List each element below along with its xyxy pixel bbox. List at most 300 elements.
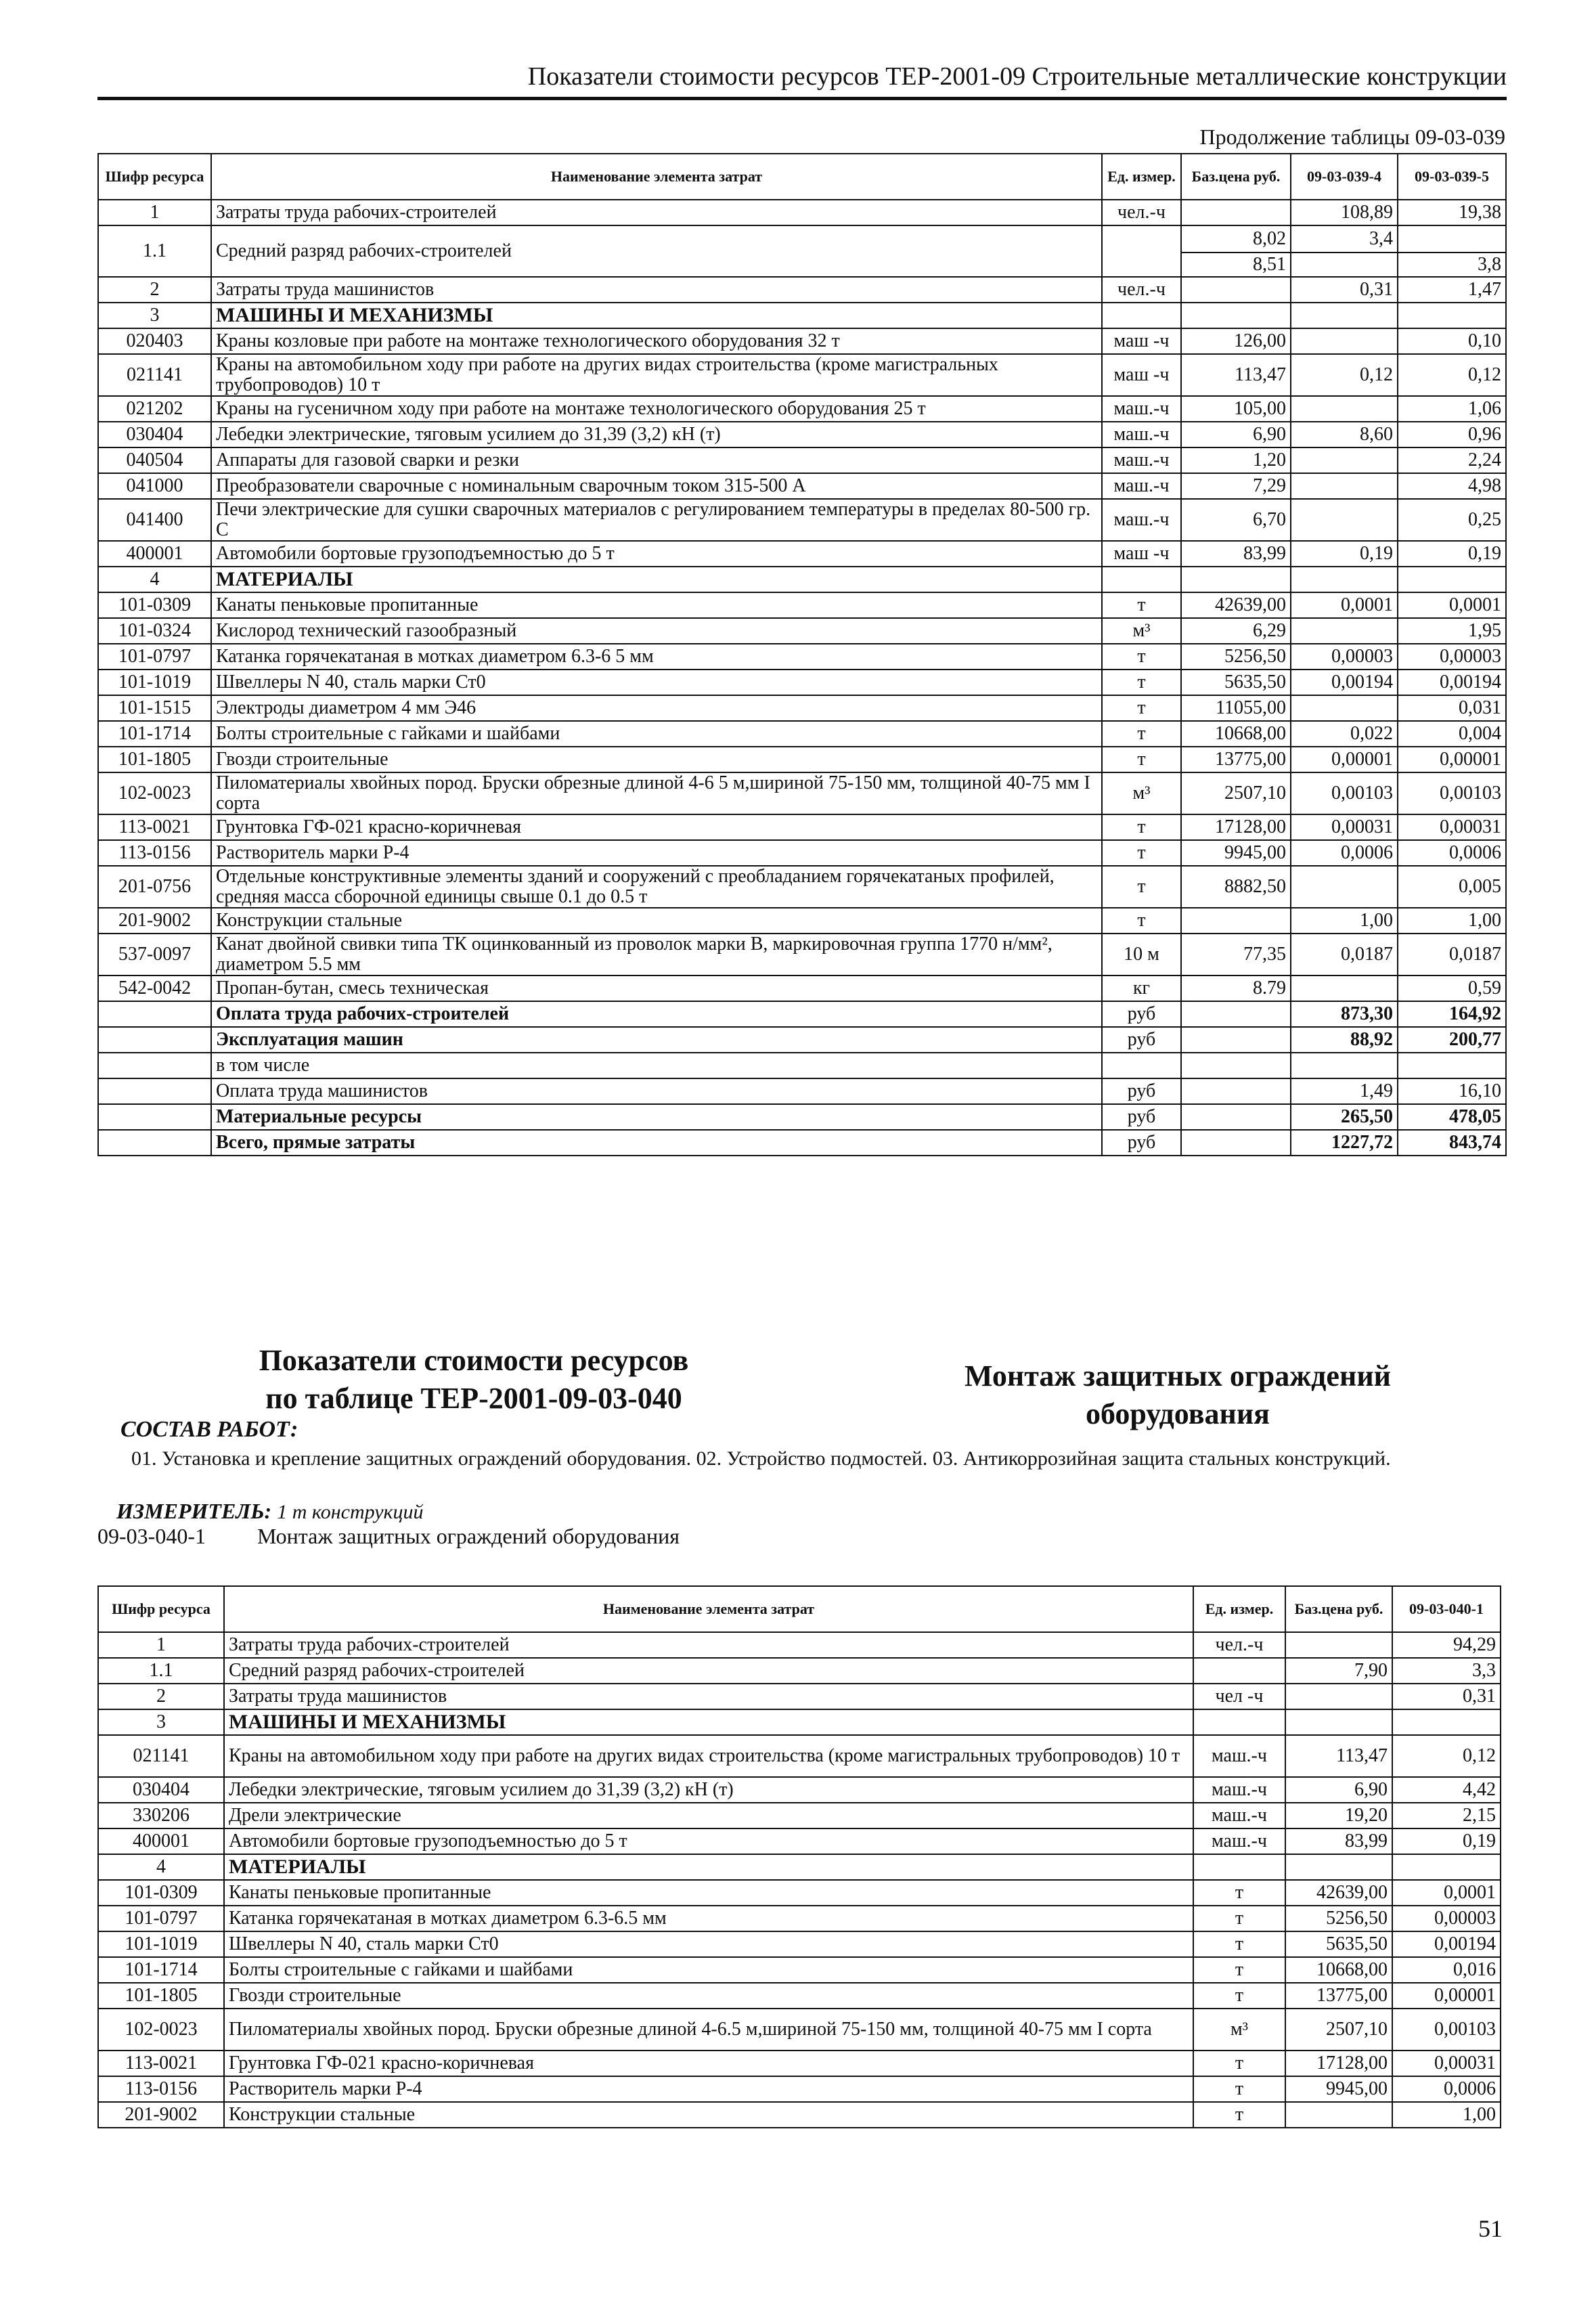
cell-code: 201-9002 bbox=[98, 2102, 224, 2128]
table-row bbox=[98, 396, 1506, 422]
table-row bbox=[98, 747, 1506, 772]
cell-039-4: 0,31 bbox=[1291, 277, 1398, 303]
cell-039-4: 0,19 bbox=[1291, 541, 1398, 567]
cell-039-4: 0,0006 bbox=[1291, 840, 1398, 866]
cell-unit: т bbox=[1193, 1906, 1285, 1931]
col-040-1-header: 09-03-040-1 bbox=[1392, 1586, 1501, 1632]
cell-unit: руб bbox=[1102, 1027, 1181, 1053]
cell-name: Грунтовка ГФ-021 красно-коричневая bbox=[211, 814, 1102, 840]
cell-unit: т bbox=[1193, 1957, 1285, 1983]
cell-price bbox=[1181, 567, 1291, 592]
cell-039-5: 0,00194 bbox=[1398, 670, 1506, 695]
cell-code: 201-9002 bbox=[98, 908, 211, 934]
table-row bbox=[98, 1001, 1506, 1027]
cell-code: 1 bbox=[98, 200, 211, 225]
cell-unit: кг bbox=[1102, 976, 1181, 1001]
cell-039-5 bbox=[1398, 1053, 1506, 1078]
cell-price: 10668,00 bbox=[1285, 1957, 1392, 1983]
cell-name: Краны на автомобильном ходу при работе на других видах строительства (кроме магистральных трубопроводов) 10 т bbox=[224, 1735, 1193, 1777]
work-composition-label: СОСТАВ РАБОТ: bbox=[120, 1417, 298, 1442]
section-title-line-2: по таблице ТЕР-2001-09-03-040 bbox=[265, 1382, 682, 1415]
cell-code: 400001 bbox=[98, 1828, 224, 1854]
cell-039-5 bbox=[1398, 225, 1506, 253]
table-row bbox=[98, 567, 1506, 592]
cell-039-4 bbox=[1291, 447, 1398, 473]
cell-039-4: 265,50 bbox=[1291, 1104, 1398, 1130]
cell-price: 17128,00 bbox=[1285, 2051, 1392, 2076]
cell-code bbox=[98, 1104, 211, 1130]
cell-039-5: 0,004 bbox=[1398, 721, 1506, 747]
cell-code: 101-1805 bbox=[98, 1983, 224, 2009]
cell-name: Всего, прямые затраты bbox=[211, 1130, 1102, 1156]
cell-unit: т bbox=[1102, 592, 1181, 618]
cell-unit: маш.-ч bbox=[1102, 499, 1181, 541]
cell-unit: чел.-ч bbox=[1193, 1632, 1285, 1658]
cell-price: 77,35 bbox=[1181, 934, 1291, 976]
table-row bbox=[98, 670, 1506, 695]
cell-unit: м³ bbox=[1193, 2009, 1285, 2051]
cell-039-4 bbox=[1291, 618, 1398, 644]
cell-code: 041000 bbox=[98, 473, 211, 499]
cell-unit: маш.-ч bbox=[1193, 1803, 1285, 1828]
cell-040-1: 0,00001 bbox=[1392, 1983, 1501, 2009]
cell-code: 400001 bbox=[98, 541, 211, 567]
cell-040-1: 4,42 bbox=[1392, 1777, 1501, 1803]
cell-price: 8.79 bbox=[1181, 976, 1291, 1001]
cell-unit: т bbox=[1102, 721, 1181, 747]
cell-code: 1 bbox=[98, 1632, 224, 1658]
cell-unit: т bbox=[1193, 1931, 1285, 1957]
table-row bbox=[98, 328, 1506, 354]
cell-039-5: 0,005 bbox=[1398, 866, 1506, 908]
col-name-header: Наименование элемента затрат bbox=[211, 154, 1102, 200]
cell-price: 2507,10 bbox=[1285, 2009, 1392, 2051]
table-row bbox=[98, 1957, 1501, 1983]
table-row bbox=[98, 866, 1506, 908]
section-title-right: Монтаж защитных ограждений оборудования bbox=[964, 1359, 1392, 1430]
cell-040-1: 94,29 bbox=[1392, 1632, 1501, 1658]
cell-039-5: 0,031 bbox=[1398, 695, 1506, 721]
cell-code: 101-1515 bbox=[98, 695, 211, 721]
table-row bbox=[98, 1983, 1501, 2009]
cell-price: 113,47 bbox=[1285, 1735, 1392, 1777]
table-row bbox=[98, 2051, 1501, 2076]
cell-039-4: 1227,72 bbox=[1291, 1130, 1398, 1156]
cell-price: 5635,50 bbox=[1181, 670, 1291, 695]
cell-unit: маш.-ч bbox=[1102, 422, 1181, 447]
cell-price bbox=[1285, 1854, 1392, 1880]
cell-name: Преобразователи сварочные с номинальным сварочным током 315-500 А bbox=[211, 473, 1102, 499]
cell-039-5: 0,10 bbox=[1398, 328, 1506, 354]
cell-name: Лебедки электрические, тяговым усилием до 31,39 (3,2) кН (т) bbox=[224, 1777, 1193, 1803]
cell-code: 3 bbox=[98, 303, 211, 328]
cell-price: 13775,00 bbox=[1285, 1983, 1392, 2009]
cell-unit: маш.-ч bbox=[1193, 1777, 1285, 1803]
cell-name: Катанка горячекатаная в мотках диаметром 6.3-6.5 мм bbox=[224, 1906, 1193, 1931]
col-039-5-header: 09-03-039-5 bbox=[1398, 154, 1506, 200]
cell-price: 7,90 bbox=[1285, 1658, 1392, 1684]
cell-unit bbox=[1102, 567, 1181, 592]
cell-unit: т bbox=[1193, 2051, 1285, 2076]
cell-name: Краны козловые при работе на монтаже технологического оборудования 32 т bbox=[211, 328, 1102, 354]
cell-039-5: 0,96 bbox=[1398, 422, 1506, 447]
table-row bbox=[98, 1632, 1501, 1658]
cell-price bbox=[1181, 1053, 1291, 1078]
cell-unit: маш -ч bbox=[1102, 354, 1181, 396]
cell-039-4: 8,60 bbox=[1291, 422, 1398, 447]
cell-039-5: 2,24 bbox=[1398, 447, 1506, 473]
cell-unit: руб bbox=[1102, 1001, 1181, 1027]
cell-price: 83,99 bbox=[1285, 1828, 1392, 1854]
cell-unit: т bbox=[1193, 1880, 1285, 1906]
cell-name: Катанка горячекатаная в мотках диаметром 6.3-6 5 мм bbox=[211, 644, 1102, 670]
cell-039-5: 1,00 bbox=[1398, 908, 1506, 934]
cell-unit: чел.-ч bbox=[1102, 277, 1181, 303]
cell-price bbox=[1181, 1130, 1291, 1156]
cell-code: 101-0309 bbox=[98, 1880, 224, 1906]
cell-price: 2507,10 bbox=[1181, 772, 1291, 814]
table-row bbox=[98, 1777, 1501, 1803]
cell-code: 030404 bbox=[98, 422, 211, 447]
cell-price: 11055,00 bbox=[1181, 695, 1291, 721]
cell-040-1 bbox=[1392, 1709, 1501, 1735]
cell-name: Затраты труда рабочих-строителей bbox=[211, 200, 1102, 225]
table-row bbox=[98, 1828, 1501, 1854]
cell-039-5 bbox=[1398, 303, 1506, 328]
continuation-label: Продолжение таблицы 09-03-039 bbox=[1199, 125, 1505, 149]
table-row bbox=[98, 1735, 1501, 1777]
cell-code: 102-0023 bbox=[98, 772, 211, 814]
cell-name: Канаты пеньковые пропитанные bbox=[211, 592, 1102, 618]
table-row bbox=[98, 1803, 1501, 1828]
cell-name: Оплата труда рабочих-строителей bbox=[211, 1001, 1102, 1027]
cell-code bbox=[98, 1027, 211, 1053]
cell-039-4 bbox=[1291, 976, 1398, 1001]
cell-unit: т bbox=[1102, 747, 1181, 772]
col-unit-header: Ед. измер. bbox=[1102, 154, 1181, 200]
cell-code: 101-0309 bbox=[98, 592, 211, 618]
cell-039-4 bbox=[1291, 303, 1398, 328]
table-row bbox=[98, 1078, 1506, 1104]
cell-price: 1,20 bbox=[1181, 447, 1291, 473]
cell-039-4: 0,00001 bbox=[1291, 747, 1398, 772]
cell-name: МАТЕРИАЛЫ bbox=[224, 1854, 1193, 1880]
cell-code: 101-1714 bbox=[98, 721, 211, 747]
table-row bbox=[98, 422, 1506, 447]
cell-code: 1.1 bbox=[98, 1658, 224, 1684]
table-row bbox=[98, 1931, 1501, 1957]
col-price-header: Баз.цена руб. bbox=[1181, 154, 1291, 200]
cell-name: Краны на гусеничном ходу при работе на монтаже технологического оборудования 25 т bbox=[211, 396, 1102, 422]
cell-unit bbox=[1193, 1854, 1285, 1880]
cell-price: 6,29 bbox=[1181, 618, 1291, 644]
cell-name: Болты строительные с гайками и шайбами bbox=[224, 1957, 1193, 1983]
cell-039-5: 1,95 bbox=[1398, 618, 1506, 644]
measure-value: 1 т конструкций bbox=[277, 1501, 424, 1523]
cell-code: 542-0042 bbox=[98, 976, 211, 1001]
cell-price: 42639,00 bbox=[1181, 592, 1291, 618]
cell-name: Средний разряд рабочих-строителей bbox=[224, 1658, 1193, 1684]
table-row bbox=[98, 2102, 1501, 2128]
header-rule bbox=[97, 97, 1507, 100]
cell-price: 10668,00 bbox=[1181, 721, 1291, 747]
cell-039-5: 1,47 bbox=[1398, 277, 1506, 303]
cell-price bbox=[1285, 2102, 1392, 2128]
cell-unit: руб bbox=[1102, 1130, 1181, 1156]
table-row bbox=[98, 934, 1506, 976]
cell-name: Растворитель марки Р-4 bbox=[224, 2076, 1193, 2102]
cell-040-1: 0,0006 bbox=[1392, 2076, 1501, 2102]
cell-039-5: 200,77 bbox=[1398, 1027, 1506, 1053]
table-row bbox=[98, 1053, 1506, 1078]
resources-table-039 bbox=[97, 153, 1507, 1156]
cell-code: 021141 bbox=[98, 354, 211, 396]
cell-039-5: 16,10 bbox=[1398, 1078, 1506, 1104]
cell-name: Болты строительные с гайками и шайбами bbox=[211, 721, 1102, 747]
cell-unit: т bbox=[1193, 2102, 1285, 2128]
table-row bbox=[98, 1709, 1501, 1735]
col-code-header: Шифр ресурса bbox=[98, 1586, 224, 1632]
cell-039-4: 1,49 bbox=[1291, 1078, 1398, 1104]
cell-price bbox=[1181, 1027, 1291, 1053]
cell-040-1: 1,00 bbox=[1392, 2102, 1501, 2128]
cell-unit bbox=[1102, 1053, 1181, 1078]
table-row bbox=[98, 908, 1506, 934]
cell-price: 5635,50 bbox=[1285, 1931, 1392, 1957]
cell-unit: маш.-ч bbox=[1193, 1828, 1285, 1854]
table-row bbox=[98, 618, 1506, 644]
cell-unit: маш -ч bbox=[1102, 541, 1181, 567]
cell-039-5: 0,12 bbox=[1398, 354, 1506, 396]
cell-040-1: 0,0001 bbox=[1392, 1880, 1501, 1906]
cell-price bbox=[1181, 303, 1291, 328]
cell-name: Печи электрические для сушки сварочных материалов с регулированием температуры в пределах 80-500 гр. С bbox=[211, 499, 1102, 541]
cell-code: 113-0021 bbox=[98, 2051, 224, 2076]
table-row bbox=[98, 1854, 1501, 1880]
cell-name: Эксплуатация машин bbox=[211, 1027, 1102, 1053]
cell-name: Канаты пеньковые пропитанные bbox=[224, 1880, 1193, 1906]
cell-price: 6,90 bbox=[1285, 1777, 1392, 1803]
cell-code: 1.1 bbox=[98, 225, 211, 277]
cell-code bbox=[98, 1078, 211, 1104]
cell-code: 2 bbox=[98, 1684, 224, 1709]
col-name-header: Наименование элемента затрат bbox=[224, 1586, 1193, 1632]
table-row bbox=[98, 840, 1506, 866]
cell-price bbox=[1181, 277, 1291, 303]
cell-039-4: 108,89 bbox=[1291, 200, 1398, 225]
norm-code-line bbox=[97, 1522, 680, 1550]
cell-name: Лебедки электрические, тяговым усилием до 31,39 (3,2) кН (т) bbox=[211, 422, 1102, 447]
cell-code: 537-0097 bbox=[98, 934, 211, 976]
cell-name: Конструкции стальные bbox=[224, 2102, 1193, 2128]
cell-040-1: 0,016 bbox=[1392, 1957, 1501, 1983]
cell-039-4 bbox=[1291, 567, 1398, 592]
table-row bbox=[98, 695, 1506, 721]
cell-code: 020403 bbox=[98, 328, 211, 354]
cell-unit: т bbox=[1102, 644, 1181, 670]
cell-unit: маш.-ч bbox=[1102, 473, 1181, 499]
cell-name: Растворитель марки Р-4 bbox=[211, 840, 1102, 866]
cell-unit: т bbox=[1102, 814, 1181, 840]
cell-039-4: 0,00194 bbox=[1291, 670, 1398, 695]
cell-price: 6,90 bbox=[1181, 422, 1291, 447]
cell-price: 113,47 bbox=[1181, 354, 1291, 396]
cell-039-5: 0,19 bbox=[1398, 541, 1506, 567]
table-row bbox=[98, 447, 1506, 473]
cell-unit: м³ bbox=[1102, 772, 1181, 814]
cell-price bbox=[1285, 1709, 1392, 1735]
cell-039-4 bbox=[1291, 695, 1398, 721]
cell-name: Оплата труда машинистов bbox=[211, 1078, 1102, 1104]
cell-name: Автомобили бортовые грузоподъемностью до 5 т bbox=[211, 541, 1102, 567]
cell-code: 101-0797 bbox=[98, 1906, 224, 1931]
cell-039-4: 0,00003 bbox=[1291, 644, 1398, 670]
cell-unit: м³ bbox=[1102, 618, 1181, 644]
cell-price: 7,29 bbox=[1181, 473, 1291, 499]
cell-unit: т bbox=[1193, 2076, 1285, 2102]
cell-unit: т bbox=[1193, 1983, 1285, 2009]
cell-039-4: 0,0187 bbox=[1291, 934, 1398, 976]
cell-name: Гвозди строительные bbox=[211, 747, 1102, 772]
cell-039-5: 843,74 bbox=[1398, 1130, 1506, 1156]
cell-039-5: 0,00003 bbox=[1398, 644, 1506, 670]
cell-code bbox=[98, 1130, 211, 1156]
cell-price: 9945,00 bbox=[1285, 2076, 1392, 2102]
cell-code: 021141 bbox=[98, 1735, 224, 1777]
cell-code bbox=[98, 1053, 211, 1078]
cell-name: Электроды диаметром 4 мм Э46 bbox=[211, 695, 1102, 721]
cell-039-5: 1,06 bbox=[1398, 396, 1506, 422]
page-number: 51 bbox=[1478, 2215, 1503, 2242]
cell-code: 4 bbox=[98, 567, 211, 592]
cell-name: Затраты труда машинистов bbox=[224, 1684, 1193, 1709]
cell-code: 021202 bbox=[98, 396, 211, 422]
cell-unit: чел.-ч bbox=[1102, 200, 1181, 225]
cell-name: МАТЕРИАЛЫ bbox=[211, 567, 1102, 592]
col-price-header: Баз.цена руб. bbox=[1285, 1586, 1392, 1632]
measure-label: ИЗМЕРИТЕЛЬ: bbox=[116, 1499, 272, 1523]
cell-040-1: 3,3 bbox=[1392, 1658, 1501, 1684]
cell-unit: маш -ч bbox=[1102, 328, 1181, 354]
table-row bbox=[98, 225, 1506, 253]
cell-039-5: 0,00031 bbox=[1398, 814, 1506, 840]
cell-unit bbox=[1193, 1658, 1285, 1684]
cell-price: 13775,00 bbox=[1181, 747, 1291, 772]
section-title-line-1: Показатели стоимости ресурсов bbox=[259, 1344, 689, 1377]
cell-039-5: 0,0001 bbox=[1398, 592, 1506, 618]
cell-040-1: 2,15 bbox=[1392, 1803, 1501, 1828]
cell-name: Грунтовка ГФ-021 красно-коричневая bbox=[224, 2051, 1193, 2076]
col-code-header: Шифр ресурса bbox=[98, 154, 211, 200]
cell-price: 83,99 bbox=[1181, 541, 1291, 567]
cell-price: 42639,00 bbox=[1285, 1880, 1392, 1906]
cell-039-5: 0,00103 bbox=[1398, 772, 1506, 814]
cell-039-4: 0,00031 bbox=[1291, 814, 1398, 840]
cell-unit: т bbox=[1102, 840, 1181, 866]
cell-039-4: 0,022 bbox=[1291, 721, 1398, 747]
table-row bbox=[98, 772, 1506, 814]
cell-code: 101-1805 bbox=[98, 747, 211, 772]
col-unit-header: Ед. измер. bbox=[1193, 1586, 1285, 1632]
cell-price bbox=[1285, 1632, 1392, 1658]
cell-040-1: 0,00103 bbox=[1392, 2009, 1501, 2051]
table-row bbox=[98, 277, 1506, 303]
cell-name: Дрели электрические bbox=[224, 1803, 1193, 1828]
cell-039-4 bbox=[1291, 328, 1398, 354]
cell-unit: чел -ч bbox=[1193, 1684, 1285, 1709]
cell-name: Аппараты для газовой сварки и резки bbox=[211, 447, 1102, 473]
cell-code bbox=[98, 1001, 211, 1027]
cell-039-4 bbox=[1291, 253, 1398, 277]
cell-039-4: 0,00103 bbox=[1291, 772, 1398, 814]
cell-unit: т bbox=[1102, 908, 1181, 934]
cell-name: Пропан-бутан, смесь техническая bbox=[211, 976, 1102, 1001]
table-row bbox=[98, 644, 1506, 670]
cell-code: 330206 bbox=[98, 1803, 224, 1828]
cell-039-5: 19,38 bbox=[1398, 200, 1506, 225]
cell-name: Кислород технический газообразный bbox=[211, 618, 1102, 644]
cell-unit: т bbox=[1102, 670, 1181, 695]
cell-name: Затраты труда рабочих-строителей bbox=[224, 1632, 1193, 1658]
table-row bbox=[98, 354, 1506, 396]
cell-code: 113-0156 bbox=[98, 840, 211, 866]
page-header: Показатели стоимости ресурсов ТЕР-2001-09 Строительные металлические конструкции bbox=[527, 62, 1507, 91]
cell-039-4: 0,0001 bbox=[1291, 592, 1398, 618]
cell-price bbox=[1181, 200, 1291, 225]
cell-unit: т bbox=[1102, 866, 1181, 908]
cell-name: Швеллеры N 40, сталь марки Ст0 bbox=[211, 670, 1102, 695]
cell-name: Материальные ресурсы bbox=[211, 1104, 1102, 1130]
cell-039-5 bbox=[1398, 567, 1506, 592]
cell-price bbox=[1181, 1104, 1291, 1130]
table-row bbox=[98, 2076, 1501, 2102]
cell-price: 8,02 bbox=[1181, 225, 1291, 253]
cell-unit: маш.-ч bbox=[1102, 447, 1181, 473]
table-row bbox=[98, 1684, 1501, 1709]
cell-price: 5256,50 bbox=[1181, 644, 1291, 670]
cell-name: в том числе bbox=[211, 1053, 1102, 1078]
cell-039-4: 88,92 bbox=[1291, 1027, 1398, 1053]
cell-039-4: 873,30 bbox=[1291, 1001, 1398, 1027]
table-row bbox=[98, 473, 1506, 499]
cell-040-1: 0,00194 bbox=[1392, 1931, 1501, 1957]
cell-name: Канат двойной свивки типа ТК оцинкованный из проволок марки В, маркировочная группа 1770 н/мм², диаметром 5.5 мм bbox=[211, 934, 1102, 976]
cell-unit: маш.-ч bbox=[1193, 1735, 1285, 1777]
cell-unit: 10 м bbox=[1102, 934, 1181, 976]
cell-code: 201-0756 bbox=[98, 866, 211, 908]
cell-040-1: 0,00003 bbox=[1392, 1906, 1501, 1931]
cell-price: 9945,00 bbox=[1181, 840, 1291, 866]
resources-table-040 bbox=[97, 1585, 1501, 2128]
table-row bbox=[98, 499, 1506, 541]
cell-code: 101-0797 bbox=[98, 644, 211, 670]
cell-code: 040504 bbox=[98, 447, 211, 473]
cell-name: Средний разряд рабочих-строителей bbox=[211, 225, 1102, 277]
table-row bbox=[98, 1906, 1501, 1931]
cell-name: Конструкции стальные bbox=[211, 908, 1102, 934]
cell-039-4 bbox=[1291, 866, 1398, 908]
cell-040-1: 0,12 bbox=[1392, 1735, 1501, 1777]
norm-description: Монтаж защитных ограждений оборудования bbox=[257, 1524, 680, 1548]
cell-code: 113-0021 bbox=[98, 814, 211, 840]
cell-price: 8882,50 bbox=[1181, 866, 1291, 908]
cell-code: 101-1019 bbox=[98, 1931, 224, 1957]
cell-code: 101-1714 bbox=[98, 1957, 224, 1983]
cell-code: 102-0023 bbox=[98, 2009, 224, 2051]
cell-039-5: 478,05 bbox=[1398, 1104, 1506, 1130]
cell-code: 101-1019 bbox=[98, 670, 211, 695]
cell-code: 030404 bbox=[98, 1777, 224, 1803]
